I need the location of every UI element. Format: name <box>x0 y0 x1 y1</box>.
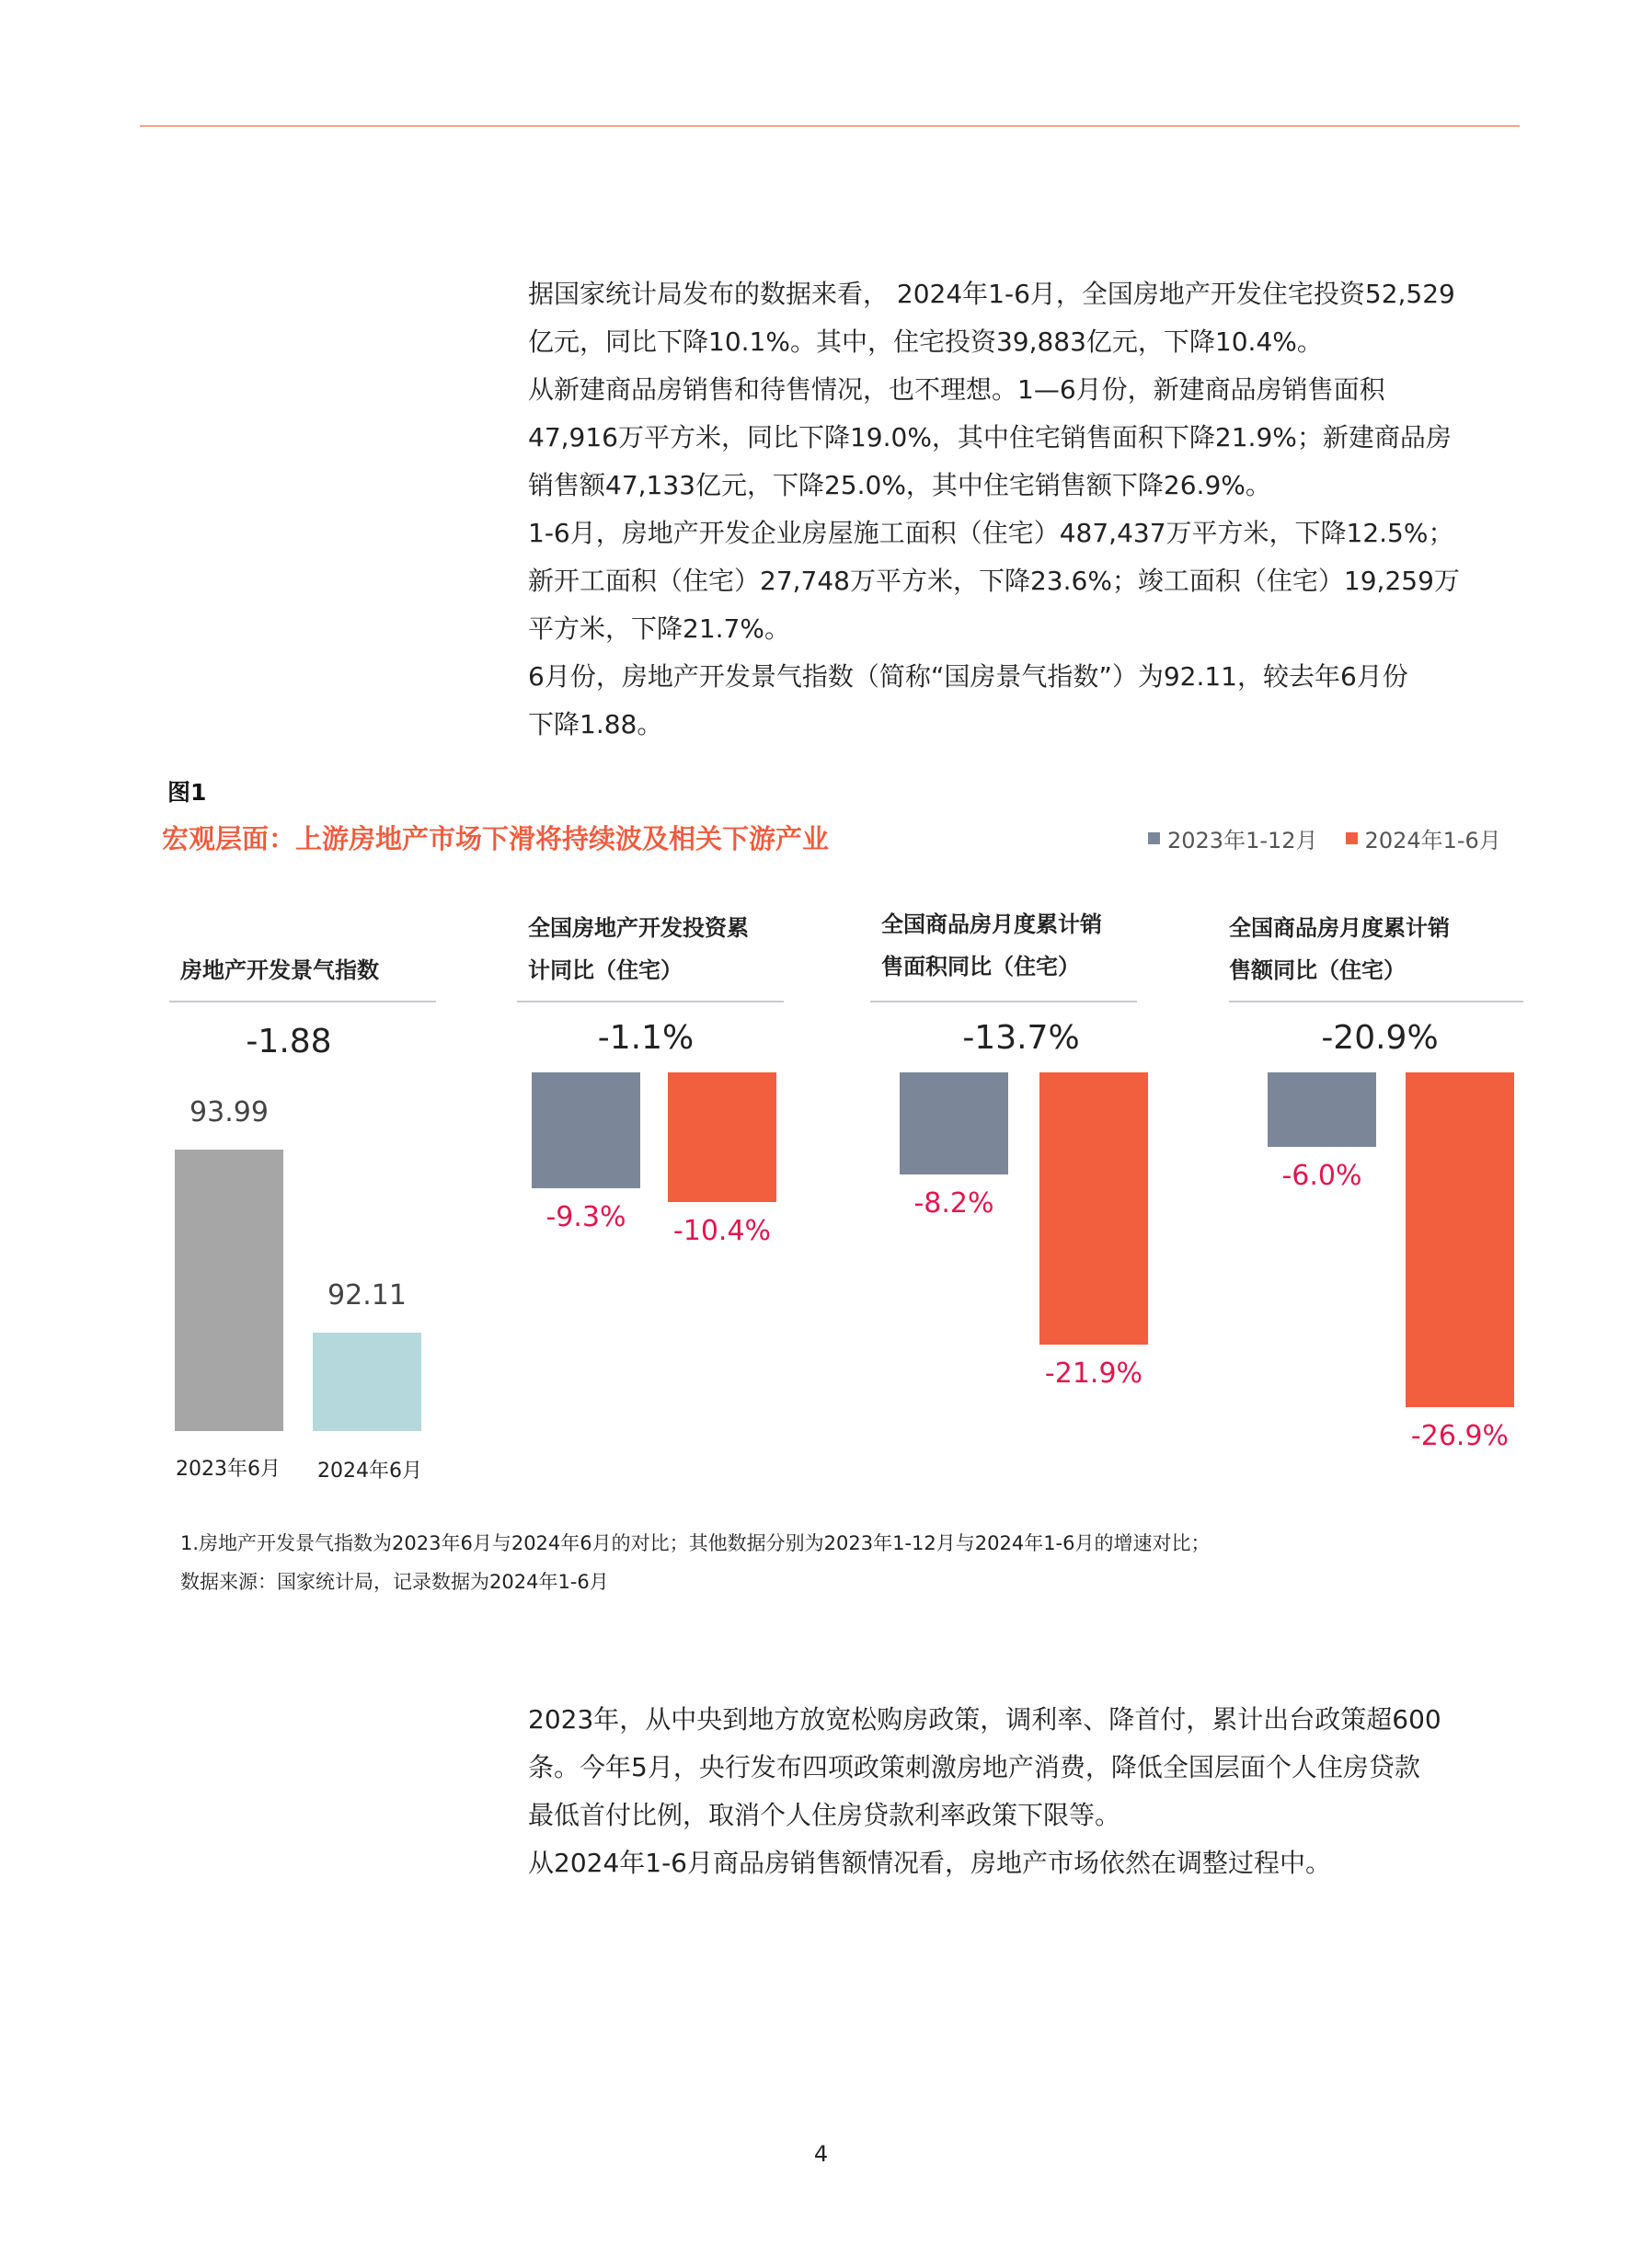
legend-label-2023: 2023年1-12月 <box>1167 828 1318 853</box>
change-bar-2023 <box>900 1072 1008 1174</box>
panel-4-title-line-2: 售额同比（住宅） <box>1229 957 1406 983</box>
panel-4-change: -20.9% <box>1321 1019 1439 1057</box>
data-source-note: 数据来源：国家统计局，记录数据为2024年1-6月 <box>180 1571 609 1593</box>
category-label-2024: 2024年6月 <box>317 1460 422 1483</box>
chart-legend <box>1148 822 1501 854</box>
outro-line: 最低首付比例，取消个人住房贷款利率政策下限等。 <box>528 1800 1121 1830</box>
change-bar-2024 <box>1039 1072 1148 1345</box>
outro-line: 条。今年5月，央行发布四项政策刺激房地产消费，降低全国层面个人住房贷款 <box>528 1752 1420 1782</box>
index-bar-2023 <box>175 1150 283 1431</box>
outro-line: 从2024年1-6月商品房销售额情况看，房地产市场依然在调整过程中。 <box>528 1848 1331 1878</box>
intro-line: 从新建商品房销售和待售情况，也不理想。1—6月份，新建商品房销售面积 <box>528 374 1385 405</box>
panel-2-title-line-2: 计同比（住宅） <box>528 957 683 983</box>
index-value-label: 92.11 <box>327 1279 407 1312</box>
index-bar-2024 <box>313 1333 421 1431</box>
legend-item-2023 <box>1148 822 1318 854</box>
change-value-label: -10.4% <box>672 1214 772 1247</box>
legend-swatch-2024 <box>1346 832 1358 844</box>
page-number: 4 <box>813 2141 829 2167</box>
change-value-label: -9.3% <box>545 1200 626 1233</box>
intro-line: 销售额47,133亿元，下降25.0%，其中住宅销售额下降26.9%。 <box>528 470 1271 500</box>
panel-3-rule <box>870 1001 1137 1002</box>
intro-line: 亿元，同比下降10.1%。其中，住宅投资39,883亿元，下降10.4%。 <box>528 326 1323 357</box>
panel-2-title-line-1: 全国房地产开发投资累 <box>528 915 749 941</box>
panel-3-title-line-2: 售面积同比（住宅） <box>881 954 1080 979</box>
category-label-2023: 2023年6月 <box>176 1458 281 1481</box>
intro-line: 据国家统计局发布的数据来看， 2024年1-6月，全国房地产开发住宅投资52,529 <box>528 279 1455 309</box>
panel-3-change: -13.7% <box>962 1019 1080 1057</box>
panel-1-title: 房地产开发景气指数 <box>180 957 379 983</box>
legend-item-2024 <box>1346 822 1501 854</box>
figure-title: 宏观层面：上游房地产市场下滑将持续波及相关下游产业 <box>162 823 830 854</box>
index-value-label: 93.99 <box>189 1096 269 1128</box>
panel-3-title-line-1: 全国商品房月度累计销 <box>881 911 1102 937</box>
panel-4-title-line-1: 全国商品房月度累计销 <box>1229 915 1450 941</box>
change-bar-2024 <box>668 1072 776 1202</box>
intro-text <box>528 270 1503 749</box>
header-rule <box>140 125 1520 127</box>
legend-swatch-2023 <box>1148 832 1160 844</box>
figure-label: 图1 <box>167 779 207 806</box>
change-bar-2023 <box>532 1072 640 1188</box>
panel-4-rule <box>1229 1001 1523 1002</box>
intro-line: 新开工面积（住宅）27,748万平方米，下降23.6%；竣工面积（住宅）19,259万 <box>528 566 1460 596</box>
outro-text <box>528 1696 1503 1887</box>
change-bar-2023 <box>1268 1072 1376 1147</box>
footnote: 1.房地产开发景气指数为2023年6月与2024年6月的对比；其他数据分别为2023年1-12月与2024年1-6月的增速对比； <box>180 1532 1211 1554</box>
change-value-label: -8.2% <box>913 1186 994 1220</box>
intro-line: 平方米，下降21.7%。 <box>528 613 790 644</box>
panel-1-change: -1.88 <box>246 1023 332 1060</box>
outro-line: 2023年，从中央到地方放宽松购房政策，调利率、降首付，累计出台政策超600 <box>528 1704 1441 1735</box>
legend-label-2024: 2024年1-6月 <box>1364 828 1501 853</box>
intro-line: 6月份，房地产开发景气指数（简称“国房景气指数”）为92.11，较去年6月份 <box>528 661 1408 692</box>
panel-2-change: -1.1% <box>597 1019 695 1057</box>
change-bar-2024 <box>1406 1072 1514 1407</box>
intro-line: 47,916万平方米，同比下降19.0%，其中住宅销售面积下降21.9%；新建商品房 <box>528 422 1452 452</box>
panel-1-rule <box>169 1001 436 1002</box>
intro-line: 下降1.88。 <box>528 709 663 739</box>
panel-2-rule <box>517 1001 784 1002</box>
change-value-label: -26.9% <box>1410 1420 1510 1452</box>
change-value-label: -21.9% <box>1044 1357 1143 1391</box>
intro-line: 1-6月，房地产开发企业房屋施工面积（住宅）487,437万平方米，下降12.5%； <box>528 518 1454 548</box>
change-value-label: -6.0% <box>1281 1160 1362 1193</box>
